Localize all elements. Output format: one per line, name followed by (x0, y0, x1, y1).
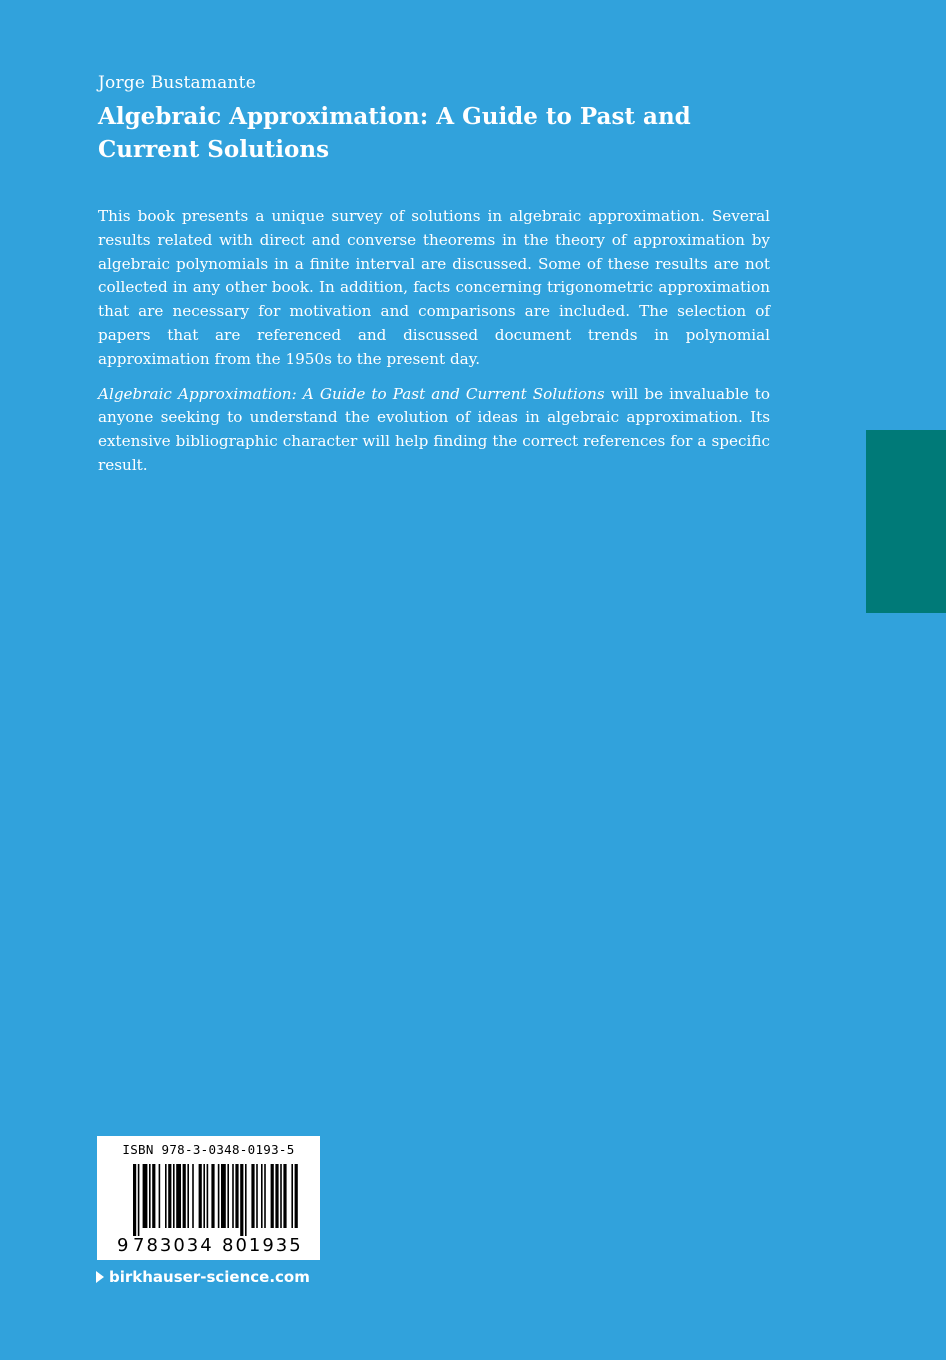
barcode-bar (275, 1164, 278, 1228)
barcode-bar (187, 1164, 189, 1228)
blurb-paragraph-1: This book presents a unique survey of solutions in algebraic approximation. Several results related with direct and converse theorems in the theory of approximation by algebraic polynomials in a finite interval are discussed. Some of these results are not collected in any other book. In addition, facts concerning trigonometric approximation that are necessary for motivation and comparisons are included. The selection of papers that are referenced and discussed document trends in polynomial approximation from the 1950s to the present day. (98, 207, 770, 368)
author-name: Jorge Bustamante (98, 73, 256, 93)
barcode-bar (283, 1164, 286, 1228)
barcode-bar (165, 1164, 167, 1228)
barcode-bar (221, 1164, 226, 1228)
book-title: Algebraic Approximation: A Guide to Past and Current Solutions (98, 103, 691, 163)
barcode-bar (176, 1164, 181, 1228)
barcode-bar (261, 1164, 263, 1228)
barcode-bar (192, 1164, 194, 1228)
blurb-paragraph-2 (98, 383, 770, 478)
barcode-bar (245, 1164, 247, 1236)
website-text: birkhauser-science.com (109, 1268, 310, 1286)
barcode-bar (240, 1164, 243, 1236)
barcode-bar (291, 1164, 293, 1228)
barcode-bar (203, 1164, 205, 1228)
barcode-bar (235, 1164, 238, 1228)
barcode-bar (138, 1164, 140, 1236)
barcode-bar (168, 1164, 171, 1228)
isbn-label: ISBN 978-3-0348-0193-5 (122, 1142, 295, 1157)
isbn-digit-group-2: 801935 (222, 1235, 303, 1256)
barcode-bar (159, 1164, 161, 1228)
barcode-bar (173, 1164, 175, 1228)
barcode-bar (207, 1164, 209, 1228)
barcode-bar (251, 1164, 254, 1228)
back-cover-blurb (98, 205, 770, 489)
side-color-tab (866, 430, 946, 613)
barcode-bar (218, 1164, 220, 1228)
barcode-bar (183, 1164, 186, 1228)
barcode-bars (97, 1162, 320, 1242)
barcode-bar (211, 1164, 214, 1228)
barcode-bar (280, 1164, 282, 1228)
publisher-website-link[interactable] (96, 1268, 310, 1286)
isbn-barcode (97, 1136, 320, 1260)
barcode-bar (264, 1164, 266, 1228)
barcode-bar (271, 1164, 274, 1228)
barcode-bar (133, 1164, 136, 1236)
barcode-bar (295, 1164, 298, 1228)
blurb-title-italic: Algebraic Approximation: A Guide to Past and Current Solutions (98, 384, 605, 403)
barcode-bar (227, 1164, 229, 1228)
barcode-bar (143, 1164, 148, 1228)
barcode-bar (232, 1164, 234, 1228)
barcode-bar (152, 1164, 155, 1228)
barcode-bar (199, 1164, 202, 1228)
blurb-paragraph-2-text: will be invaluable to anyone seeking to understand the evolution of ideas in algebraic approximation. Its extensive bibliographic character will help finding the correct references for a specific result. (98, 384, 771, 474)
isbn-digit-lead: 9 (117, 1235, 129, 1256)
barcode-bar (256, 1164, 258, 1228)
arrow-right-icon (96, 1271, 104, 1283)
isbn-digit-group-1: 783034 (133, 1235, 214, 1256)
barcode-bar (149, 1164, 151, 1228)
